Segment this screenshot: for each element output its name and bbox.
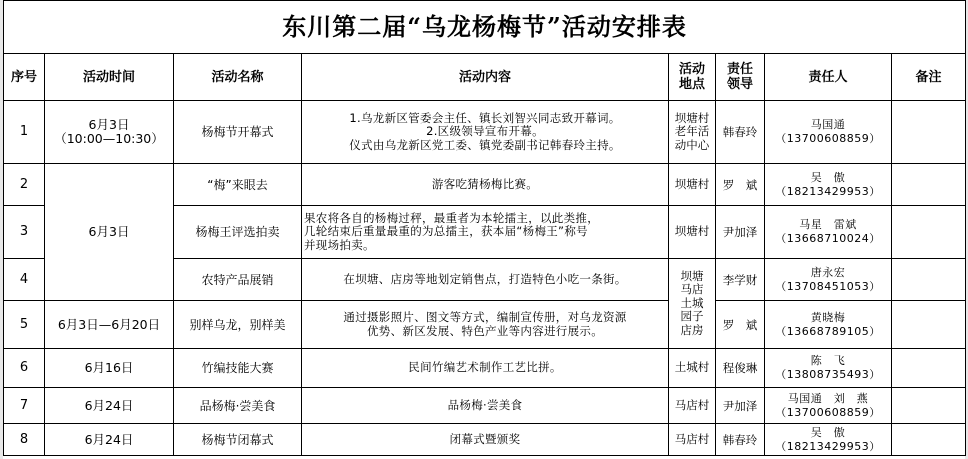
cell-seq: 5 [4,301,45,349]
cell-leader: 韩春玲 [716,424,765,456]
cell-seq: 7 [4,388,45,424]
cell-name: 别样乌龙，别样美 [174,301,302,349]
cell-content: 1.乌龙新区管委会主任、镇长刘智兴同志致开幕词。 2.区级领导宣布开幕。 仪式由乌龙新区党工委、镇党委副书记韩春玲主持。 [302,101,669,164]
cell-seq: 2 [4,164,45,206]
header-seq: 序号 [4,54,45,101]
cell-person: 吴 傲 （18213429953） [765,164,892,206]
header-leader: 责任 领导 [716,54,765,101]
cell-name: 农特产品展销 [174,259,302,301]
cell-note [892,206,966,259]
cell-content: 通过摄影照片、图文等方式，编制宣传册，对乌龙资源 优势、新区发展、特色产业等内容进行展示。 [302,301,669,349]
cell-person: 黄晓梅 （13668789105） [765,301,892,349]
cell-location: 坝塘村 [669,164,716,206]
cell-leader: 尹加泽 [716,388,765,424]
cell-time: 6月3日—6月20日 [45,301,174,349]
table-row [4,101,966,164]
cell-note [892,388,966,424]
cell-leader: 尹加泽 [716,206,765,259]
cell-time: 6月24日 [45,424,174,456]
cell-location: 马店村 [669,424,716,456]
cell-seq: 4 [4,259,45,301]
cell-seq: 8 [4,424,45,456]
cell-person: 马国通 刘 燕 （13700608859） [765,388,892,424]
cell-leader: 韩春玲 [716,101,765,164]
cell-note [892,424,966,456]
cell-content: 在坝塘、店房等地划定销售点，打造特色小吃一条街。 [302,259,669,301]
cell-person: 吴 傲 （18213429953） [765,424,892,456]
cell-location: 坝塘村 老年活 动中心 [669,101,716,164]
cell-leader: 罗 斌 [716,164,765,206]
header-person: 责任人 [765,54,892,101]
header-note: 备注 [892,54,966,101]
cell-note [892,349,966,388]
cell-person: 陈 飞 （13808735493） [765,349,892,388]
table-row [4,424,966,456]
cell-seq: 1 [4,101,45,164]
table-row [4,388,966,424]
header-name: 活动名称 [174,54,302,101]
cell-leader: 罗 斌 [716,301,765,349]
cell-content: 果农将各自的杨梅过秤，最重者为本轮擂主，以此类推， 几轮结束后重量最重的为总擂主，获本届“杨梅王”称号 并现场拍卖。 [302,206,669,259]
cell-name: “梅”来眼去 [174,164,302,206]
cell-seq: 6 [4,349,45,388]
cell-name: 品杨梅·尝美食 [174,388,302,424]
cell-location: 土城村 [669,349,716,388]
schedule-sheet [3,0,965,459]
cell-location: 马店村 [669,388,716,424]
cell-person: 马国通 （13700608859） [765,101,892,164]
cell-time: 6月3日 [45,164,174,301]
cell-person: 唐永宏 （13708451053） [765,259,892,301]
cell-location: 坝塘 马店 土城 园子 店房 [669,259,716,349]
table-row [4,301,966,349]
header-row [4,54,966,101]
cell-content: 闭幕式暨颁奖 [302,424,669,456]
cell-content: 游客吃猜杨梅比赛。 [302,164,669,206]
table-row [4,349,966,388]
cell-note [892,259,966,301]
cell-leader: 李学财 [716,259,765,301]
header-content: 活动内容 [302,54,669,101]
cell-time: 6月16日 [45,349,174,388]
header-time: 活动时间 [45,54,174,101]
cell-name: 杨梅节闭幕式 [174,424,302,456]
header-location: 活动 地点 [669,54,716,101]
cell-time: 6月24日 [45,388,174,424]
page-title: 东川第二届“乌龙杨梅节”活动安排表 [4,1,966,54]
cell-note [892,101,966,164]
table-row [4,164,966,206]
cell-content: 民间竹编艺术制作工艺比拼。 [302,349,669,388]
cell-name: 竹编技能大赛 [174,349,302,388]
cell-time: 6月3日 （10:00—10:30） [45,101,174,164]
cell-seq: 3 [4,206,45,259]
title-row [4,1,966,54]
cell-location: 坝塘村 [669,206,716,259]
cell-note [892,301,966,349]
schedule-table [3,0,966,456]
cell-content: 品杨梅·尝美食 [302,388,669,424]
cell-note [892,164,966,206]
cell-leader: 程俊琳 [716,349,765,388]
cell-person: 马星 雷斌 （13668710024） [765,206,892,259]
cell-name: 杨梅节开幕式 [174,101,302,164]
cell-name: 杨梅王评选拍卖 [174,206,302,259]
